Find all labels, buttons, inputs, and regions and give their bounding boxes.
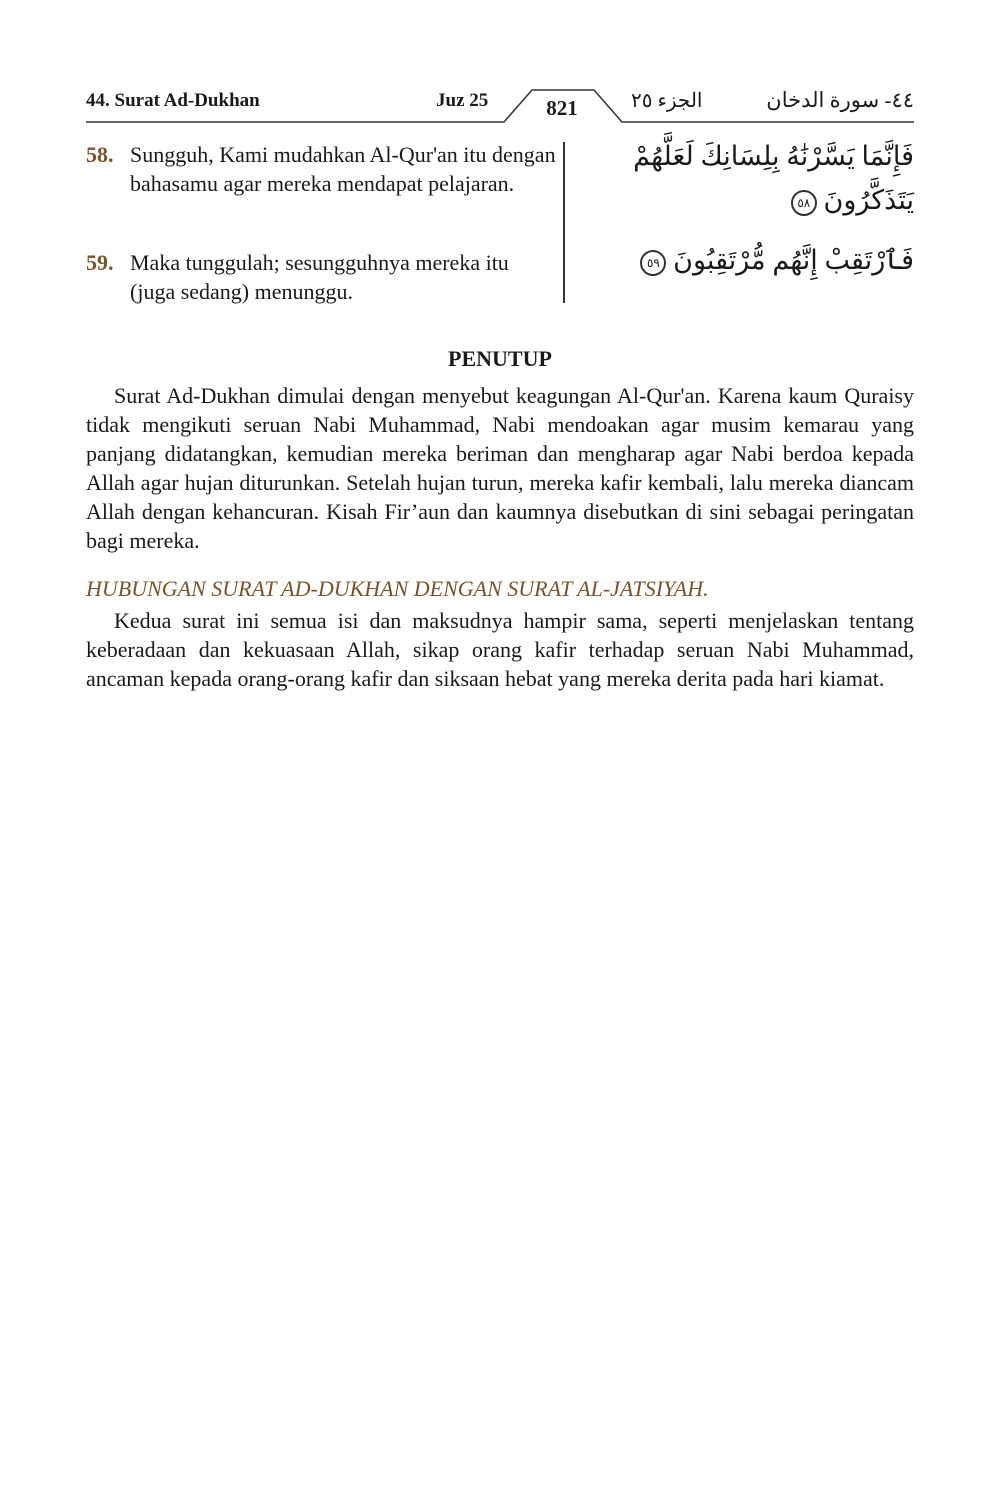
verse-59-arabic	[584, 238, 914, 282]
page-number: 821	[546, 96, 578, 120]
closing-paragraph: Surat Ad-Dukhan dimulai dengan menyebut keagungan Al-Qur'an. Karena kaum Quraisy tidak mengikuti seruan Nabi Muhammad, Nabi mendoakan agar musim kemarau yang panjang didatangkan, kemudian mereka beriman dan mengharap agar Nabi berdoa kepada Allah agar hujan diturunkan. Setelah hujan turun, mereka kafir kembali, lalu mereka diancam Allah dengan kehancuran. Kisah Fir’aun dan kaumnya disebutkan di sini sebagai peringatan bagi mereka.	[86, 383, 914, 553]
verse-59-translation-block	[86, 248, 556, 306]
verse-58-arabic	[584, 134, 914, 222]
verses-block	[86, 140, 914, 306]
verse-58-translation: Sungguh, Kami mudahkan Al-Qur'an itu dengan bahasamu agar mereka mendapat pelajaran.	[130, 142, 556, 196]
header-juz-latin: Juz 25	[436, 90, 489, 111]
page-header	[86, 84, 914, 128]
verse-58-translation-block	[86, 140, 556, 198]
relation-paragraph: Kedua surat ini semua isi dan maksudnya hampir sama, seperti menjelaskan tentang keberadaan dan kekuasaan Allah, sikap orang kafir terhadap seruan Nabi Muhammad, ancaman kepada orang-orang kafir dan siksaan hebat yang mereka derita pada hari kiamat.	[86, 608, 914, 691]
verse-58-arabic-line2: يَتَذَكَّرُونَ	[823, 185, 914, 215]
header-surah-arabic: ٤٤- سورة الدخان	[766, 88, 914, 112]
relation-heading: HUBUNGAN SURAT AD-DUKHAN DENGAN SURAT AL-JATSIYAH.	[86, 576, 709, 601]
verse-59-arabic-line1: فَٱرْتَقِبْ إِنَّهُم مُّرْتَقِبُونَ	[673, 245, 914, 275]
column-divider	[563, 142, 565, 303]
verse-58-arabic-line1: فَإِنَّمَا يَسَّرْنَٰهُ بِلِسَانِكَ لَعَلَّهُمْ	[633, 141, 914, 171]
verse-59-number: 59.	[86, 250, 114, 275]
verse-58-arabic-line2-wrap	[584, 178, 914, 222]
header-surah-latin: 44. Surat Ad-Dukhan	[86, 90, 260, 111]
ayah-marker-59: ٥٩	[640, 250, 666, 276]
ayah-marker-58: ٥٨	[791, 190, 817, 216]
verse-58-number: 58.	[86, 142, 114, 167]
verse-59-translation: Maka tunggulah; sesungguhnya mereka itu (juga sedang) menunggu.	[130, 250, 509, 304]
section-title-penutup: PENUTUP	[448, 346, 552, 371]
header-juz-arabic: الجزء ٢٥	[631, 90, 703, 112]
